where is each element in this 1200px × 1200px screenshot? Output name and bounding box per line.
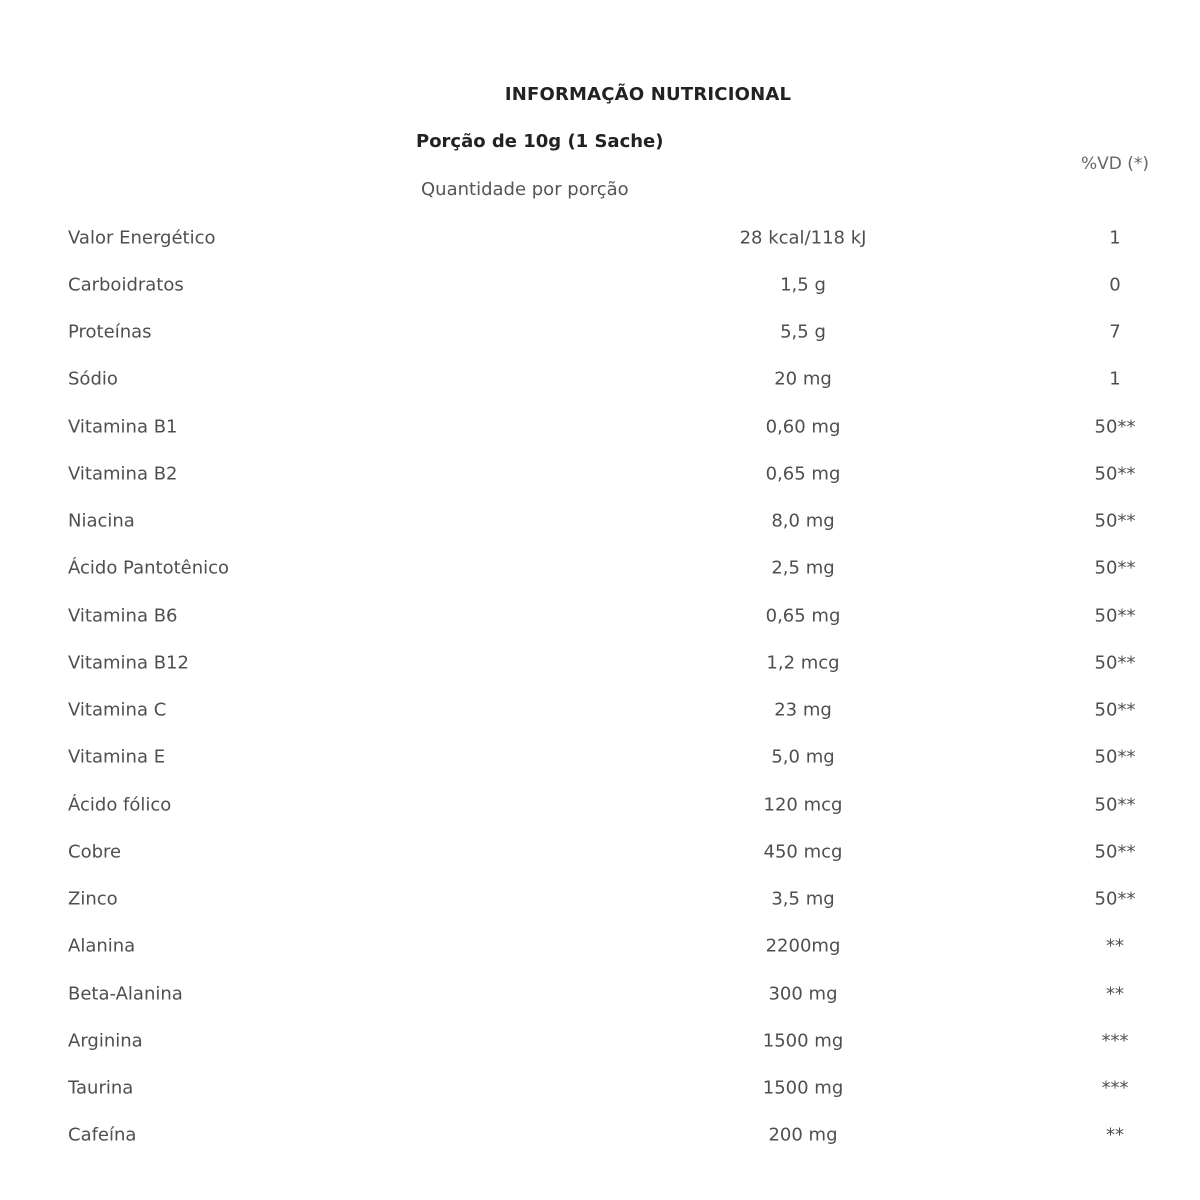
- nutrient-vd: 50**: [1094, 746, 1136, 768]
- table-row: [0, 734, 1200, 781]
- table-row: [0, 876, 1200, 923]
- nutrient-vd: 50**: [1094, 652, 1136, 674]
- nutrient-name: Vitamina B1: [68, 416, 178, 438]
- nutrient-amount: 28 kcal/118 kJ: [739, 227, 867, 249]
- nutrient-name: Ácido fólico: [68, 794, 172, 816]
- table-row: [0, 1065, 1200, 1112]
- nutrient-vd: 50**: [1094, 416, 1136, 438]
- nutrient-vd: 1: [1109, 227, 1121, 249]
- table-row: [0, 261, 1200, 308]
- nutrient-amount: 1500 mg: [762, 1077, 844, 1099]
- nutrient-amount: 0,60 mg: [765, 416, 841, 438]
- nutrient-vd: 50**: [1094, 510, 1136, 532]
- table-row: [0, 828, 1200, 875]
- nutrient-name: Sódio: [68, 368, 118, 390]
- nutrient-amount: 20 mg: [774, 368, 832, 390]
- nutrient-name: Cafeína: [68, 1124, 137, 1146]
- nutrient-amount: 5,5 g: [780, 321, 826, 343]
- nutrient-vd: ***: [1101, 1030, 1129, 1052]
- nutrient-amount: 1,5 g: [780, 274, 826, 296]
- nutrient-amount: 3,5 mg: [771, 888, 835, 910]
- table-row: [0, 781, 1200, 828]
- table-row: [0, 403, 1200, 450]
- table-title: INFORMAÇÃO NUTRICIONAL: [504, 84, 792, 105]
- nutrient-name: Taurina: [68, 1077, 134, 1099]
- nutrient-amount: 2200mg: [765, 935, 841, 957]
- nutrient-amount: 1500 mg: [762, 1030, 844, 1052]
- nutrient-amount: 450 mcg: [763, 841, 843, 863]
- nutrient-name: Vitamina B12: [68, 652, 189, 674]
- nutrient-name: Alanina: [68, 935, 136, 957]
- nutrient-name: Vitamina E: [68, 746, 166, 768]
- nutrient-amount: 1,2 mcg: [766, 652, 840, 674]
- nutrient-name: Carboidratos: [68, 274, 184, 296]
- nutrient-amount: 5,0 mg: [771, 746, 835, 768]
- table-row: [0, 1112, 1200, 1159]
- nutrient-amount: 300 mg: [768, 983, 838, 1005]
- nutrient-vd: 50**: [1094, 794, 1136, 816]
- nutrient-name: Vitamina B6: [68, 605, 178, 627]
- nutrient-vd: 1: [1109, 368, 1121, 390]
- table-row: [0, 214, 1200, 261]
- table-row: [0, 592, 1200, 639]
- nutrient-amount: 120 mcg: [763, 794, 843, 816]
- table-row: [0, 309, 1200, 356]
- nutrient-vd: 7: [1109, 321, 1121, 343]
- nutrient-amount: 0,65 mg: [765, 463, 841, 485]
- table-row: [0, 970, 1200, 1017]
- nutrient-vd: 50**: [1094, 557, 1136, 579]
- nutrient-name: Arginina: [68, 1030, 143, 1052]
- nutrient-amount: 23 mg: [774, 699, 832, 721]
- nutrient-name: Vitamina B2: [68, 463, 178, 485]
- nutrient-vd: **: [1106, 935, 1124, 957]
- nutrient-amount: 2,5 mg: [771, 557, 835, 579]
- nutrient-vd: **: [1106, 1124, 1124, 1146]
- nutrient-vd: 50**: [1094, 463, 1136, 485]
- nutrient-vd: 0: [1109, 274, 1121, 296]
- table-row: [0, 687, 1200, 734]
- quantity-column-header: Quantidade por porção: [421, 179, 629, 200]
- table-row: [0, 450, 1200, 497]
- table-row: [0, 1017, 1200, 1064]
- table-row: [0, 498, 1200, 545]
- nutrient-vd: 50**: [1094, 699, 1136, 721]
- vd-column-header: %VD (*): [1080, 154, 1150, 174]
- nutrient-vd: 50**: [1094, 841, 1136, 863]
- nutrient-vd: 50**: [1094, 888, 1136, 910]
- table-row: [0, 923, 1200, 970]
- nutrient-name: Proteínas: [68, 321, 152, 343]
- table-row: [0, 545, 1200, 592]
- nutrient-name: Zinco: [68, 888, 118, 910]
- nutrient-vd: **: [1106, 983, 1124, 1005]
- nutrient-name: Cobre: [68, 841, 122, 863]
- table-row: [0, 639, 1200, 686]
- nutrient-name: Ácido Pantotênico: [68, 557, 230, 579]
- nutrient-amount: 0,65 mg: [765, 605, 841, 627]
- nutrient-vd: 50**: [1094, 605, 1136, 627]
- nutrient-vd: ***: [1101, 1077, 1129, 1099]
- nutrient-amount: 8,0 mg: [771, 510, 835, 532]
- nutrient-name: Niacina: [68, 510, 135, 532]
- nutrient-name: Beta-Alanina: [68, 983, 183, 1005]
- nutrient-name: Valor Energético: [68, 227, 216, 249]
- table-row: [0, 356, 1200, 403]
- nutrition-rows: [0, 214, 1200, 1159]
- nutrient-name: Vitamina C: [68, 699, 167, 721]
- nutrient-amount: 200 mg: [768, 1124, 838, 1146]
- portion-label: Porção de 10g (1 Sache): [416, 131, 664, 152]
